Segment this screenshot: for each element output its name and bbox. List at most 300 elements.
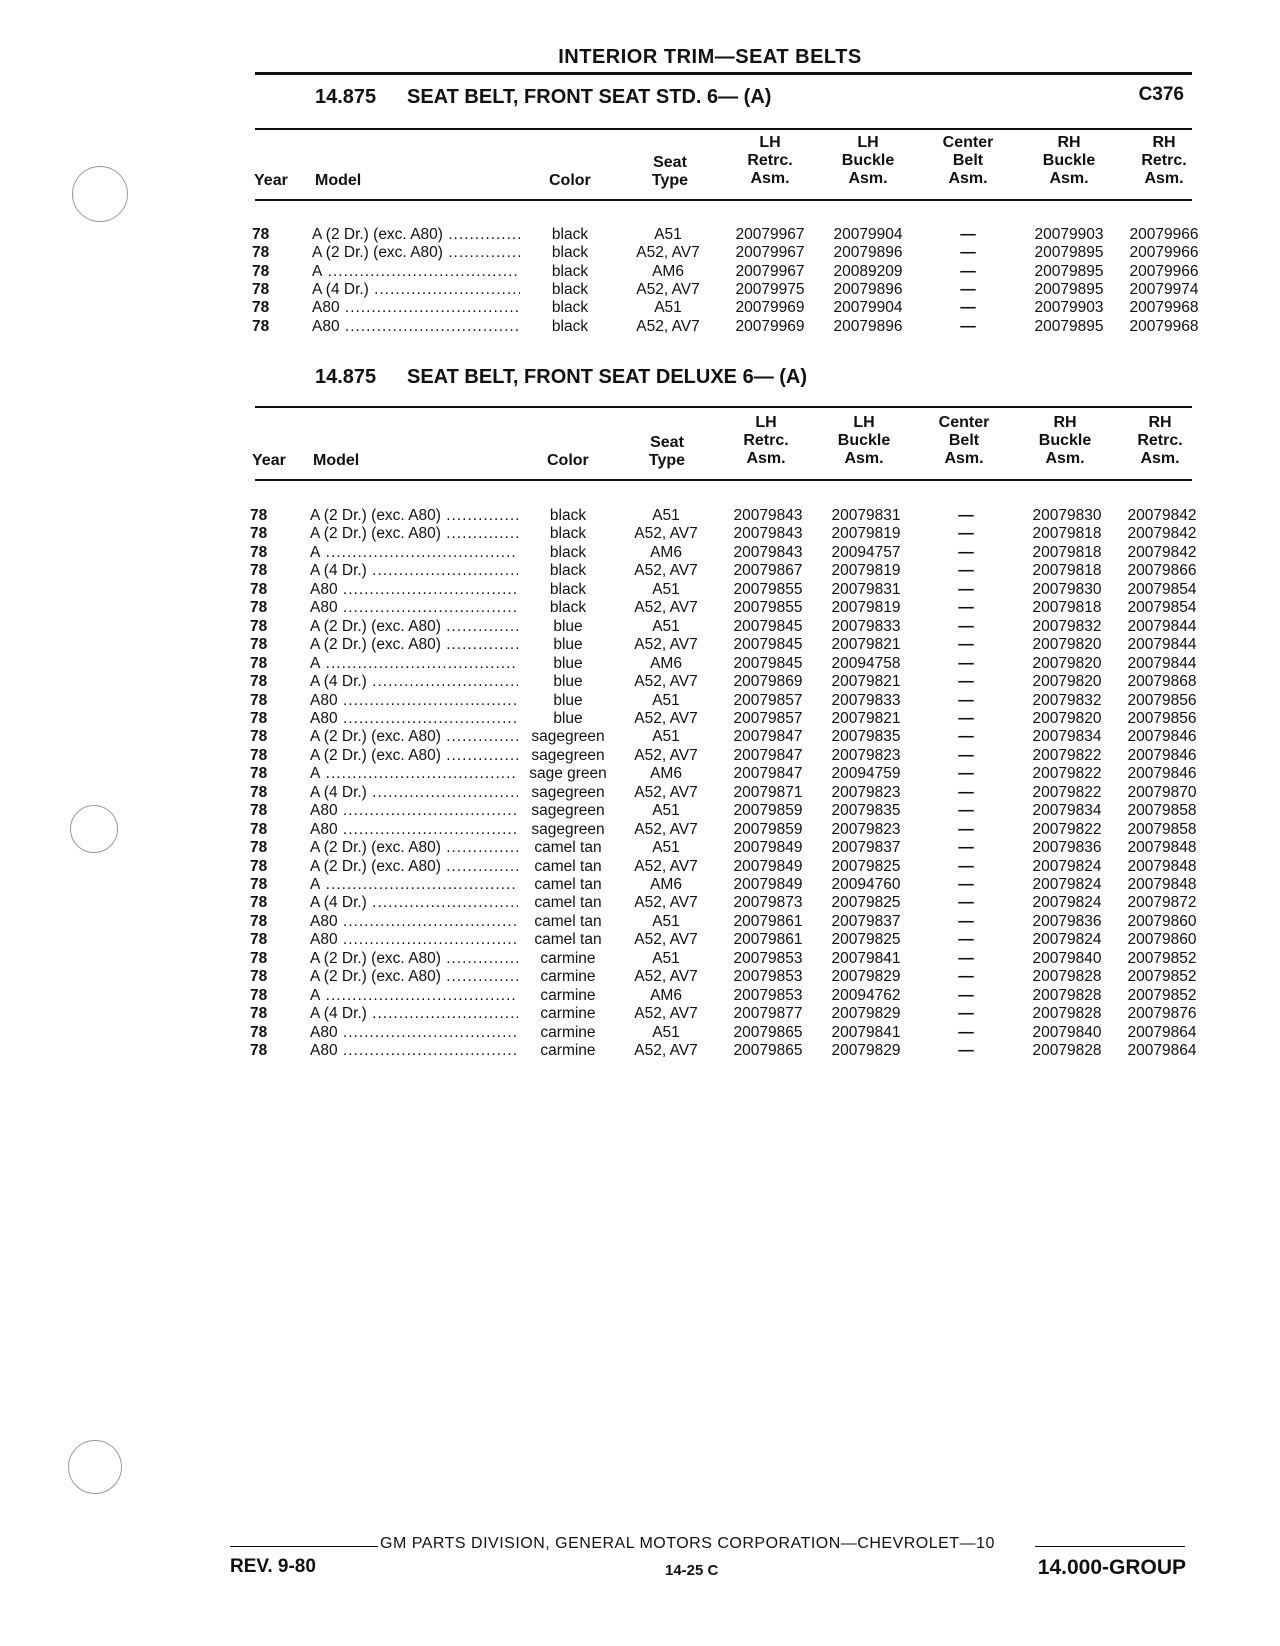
table-row bbox=[0, 894, 1278, 912]
row-color: camel tan bbox=[518, 931, 618, 949]
footer-rule-left bbox=[230, 1546, 378, 1547]
punch-hole-top bbox=[72, 166, 128, 222]
row-rh-retrc: 20079860 bbox=[1127, 931, 1197, 949]
row-model: A80 ..... bbox=[312, 299, 520, 317]
row-lh-buckle: 20094762 bbox=[831, 986, 901, 1004]
row-lh-buckle: 20079821 bbox=[831, 673, 901, 691]
row-lh-buckle: 20079904 bbox=[833, 226, 903, 243]
row-lh-retrc: 20079873 bbox=[733, 894, 803, 912]
row-rh-retrc: 20079856 bbox=[1127, 691, 1197, 709]
header-year: Year bbox=[252, 452, 286, 469]
header-center-belt: Center Belt Asm. bbox=[942, 134, 994, 187]
row-seat-type: AM6 bbox=[650, 765, 682, 783]
row-center-belt: — bbox=[958, 543, 974, 561]
row-lh-buckle: 20079833 bbox=[831, 617, 901, 635]
row-rh-retrc: 20079860 bbox=[1127, 912, 1197, 930]
row-lh-buckle: 20079823 bbox=[831, 783, 901, 801]
row-lh-retrc: 20079843 bbox=[733, 525, 803, 543]
row-lh-retrc: 20079853 bbox=[733, 949, 803, 967]
table-row bbox=[0, 987, 1278, 1005]
row-center-belt: — bbox=[958, 783, 974, 801]
table-row bbox=[0, 876, 1278, 894]
row-color: camel tan bbox=[518, 858, 618, 876]
row-center-belt: — bbox=[958, 1005, 974, 1023]
row-rh-retrc: 20079844 bbox=[1127, 654, 1197, 672]
row-year: 78 bbox=[250, 968, 268, 986]
row-year: 78 bbox=[250, 617, 268, 635]
row-rh-buckle: 20079830 bbox=[1032, 580, 1102, 598]
row-center-belt: — bbox=[958, 857, 974, 875]
row-lh-buckle: 20094758 bbox=[831, 654, 901, 672]
row-rh-retrc: 20079842 bbox=[1127, 525, 1197, 543]
row-lh-retrc: 20079845 bbox=[733, 617, 803, 635]
row-rh-buckle: 20079824 bbox=[1032, 857, 1102, 875]
row-rh-buckle: 20079834 bbox=[1032, 728, 1102, 746]
row-model: A80 ..... bbox=[310, 1024, 518, 1042]
row-rh-buckle: 20079903 bbox=[1034, 226, 1104, 243]
row-lh-retrc: 20079847 bbox=[733, 765, 803, 783]
row-rh-retrc: 20079846 bbox=[1127, 746, 1197, 764]
row-year: 78 bbox=[250, 543, 268, 561]
row-year: 78 bbox=[252, 299, 270, 317]
row-center-belt: — bbox=[960, 280, 976, 298]
row-rh-buckle: 20079818 bbox=[1032, 562, 1102, 580]
row-lh-retrc: 20079853 bbox=[733, 968, 803, 986]
row-year: 78 bbox=[250, 507, 268, 524]
row-seat-type: A52, AV7 bbox=[634, 1042, 698, 1060]
row-year: 78 bbox=[252, 280, 270, 298]
row-rh-buckle: 20079828 bbox=[1032, 968, 1102, 986]
row-model: A80 ..... bbox=[310, 931, 518, 949]
table-row bbox=[0, 507, 1278, 525]
row-year: 78 bbox=[250, 673, 268, 691]
table-row bbox=[0, 1042, 1278, 1060]
row-rh-buckle: 20079828 bbox=[1032, 1005, 1102, 1023]
row-center-belt: — bbox=[958, 949, 974, 967]
row-center-belt: — bbox=[958, 968, 974, 986]
row-center-belt: — bbox=[958, 673, 974, 691]
table-row bbox=[0, 858, 1278, 876]
row-seat-type: A52, AV7 bbox=[634, 562, 698, 580]
row-lh-buckle: 20079837 bbox=[831, 839, 901, 857]
row-center-belt: — bbox=[960, 226, 976, 243]
row-seat-type: AM6 bbox=[650, 986, 682, 1004]
table-row bbox=[0, 821, 1278, 839]
row-seat-type: A51 bbox=[652, 1023, 680, 1041]
section-name: SEAT BELT, FRONT SEAT STD. 6— (A) bbox=[407, 86, 772, 108]
row-seat-type: A51 bbox=[654, 226, 682, 243]
header-top-rule bbox=[255, 406, 1192, 408]
row-rh-buckle: 20079895 bbox=[1034, 317, 1104, 335]
row-center-belt: — bbox=[958, 709, 974, 727]
table-row bbox=[0, 318, 1280, 336]
page-number: 14-25 C bbox=[665, 1562, 719, 1579]
row-color: blue bbox=[518, 692, 618, 710]
row-lh-buckle: 20079825 bbox=[831, 857, 901, 875]
row-lh-buckle: 20089209 bbox=[833, 262, 903, 280]
row-lh-buckle: 20079823 bbox=[831, 746, 901, 764]
table-row bbox=[0, 263, 1280, 281]
row-center-belt: — bbox=[958, 617, 974, 635]
row-color: carmine bbox=[518, 1005, 618, 1023]
row-center-belt: — bbox=[958, 599, 974, 617]
row-center-belt: — bbox=[958, 1042, 974, 1060]
row-year: 78 bbox=[252, 244, 270, 262]
row-rh-buckle: 20079822 bbox=[1032, 820, 1102, 838]
footer-publisher: GM PARTS DIVISION, GENERAL MOTORS CORPORATION—CHEVROLET—10 bbox=[380, 1535, 995, 1552]
row-lh-retrc: 20079861 bbox=[733, 912, 803, 930]
row-lh-retrc: 20079855 bbox=[733, 599, 803, 617]
row-model: A (4 Dr.) ..... bbox=[310, 1005, 518, 1023]
row-color: carmine bbox=[518, 950, 618, 968]
row-rh-retrc: 20079876 bbox=[1127, 1005, 1197, 1023]
row-lh-buckle: 20079833 bbox=[831, 691, 901, 709]
row-rh-retrc: 20079870 bbox=[1127, 783, 1197, 801]
table-row bbox=[0, 525, 1278, 543]
table-row bbox=[0, 913, 1278, 931]
row-color: sage green bbox=[518, 765, 618, 783]
row-rh-retrc: 20079968 bbox=[1129, 299, 1199, 317]
row-lh-buckle: 20079819 bbox=[831, 599, 901, 617]
row-lh-buckle: 20079904 bbox=[833, 299, 903, 317]
row-lh-buckle: 20094757 bbox=[831, 543, 901, 561]
row-model: A (2 Dr.) (exc. A80) ..... bbox=[310, 507, 518, 525]
row-rh-buckle: 20079822 bbox=[1032, 783, 1102, 801]
row-color: sagegreen bbox=[518, 747, 618, 765]
row-year: 78 bbox=[250, 949, 268, 967]
row-rh-retrc: 20079872 bbox=[1127, 894, 1197, 912]
row-lh-buckle: 20079829 bbox=[831, 1042, 901, 1060]
row-rh-buckle: 20079840 bbox=[1032, 949, 1102, 967]
row-lh-buckle: 20079896 bbox=[833, 280, 903, 298]
row-seat-type: A51 bbox=[652, 617, 680, 635]
section-name: SEAT BELT, FRONT SEAT DELUXE 6— (A) bbox=[407, 366, 808, 388]
row-year: 78 bbox=[250, 802, 268, 820]
header-center-belt: Center Belt Asm. bbox=[938, 414, 990, 467]
row-rh-retrc: 20079852 bbox=[1127, 968, 1197, 986]
table-row bbox=[0, 1005, 1278, 1023]
table-row bbox=[0, 710, 1278, 728]
row-color: camel tan bbox=[518, 913, 618, 931]
row-center-belt: — bbox=[958, 765, 974, 783]
row-lh-buckle: 20079896 bbox=[833, 317, 903, 335]
row-color: sagegreen bbox=[518, 821, 618, 839]
row-center-belt: — bbox=[958, 912, 974, 930]
row-rh-retrc: 20079842 bbox=[1127, 543, 1197, 561]
row-model: A80 ..... bbox=[310, 1042, 518, 1060]
row-color: blue bbox=[518, 655, 618, 673]
row-color: black bbox=[520, 226, 620, 244]
table-row bbox=[0, 244, 1280, 262]
row-model: A ..... bbox=[310, 876, 518, 894]
row-rh-buckle: 20079822 bbox=[1032, 746, 1102, 764]
row-seat-type: A52, AV7 bbox=[634, 857, 698, 875]
table-row bbox=[0, 931, 1278, 949]
row-rh-buckle: 20079832 bbox=[1032, 617, 1102, 635]
row-model: A ..... bbox=[310, 544, 518, 562]
row-rh-retrc: 20079968 bbox=[1129, 317, 1199, 335]
row-rh-buckle: 20079820 bbox=[1032, 709, 1102, 727]
row-color: sagegreen bbox=[518, 728, 618, 746]
row-rh-retrc: 20079858 bbox=[1127, 802, 1197, 820]
row-center-belt: — bbox=[958, 746, 974, 764]
row-seat-type: AM6 bbox=[650, 876, 682, 893]
row-rh-buckle: 20079836 bbox=[1032, 839, 1102, 857]
group-label: 14.000-GROUP bbox=[1037, 1556, 1186, 1579]
row-rh-buckle: 20079903 bbox=[1034, 299, 1104, 317]
row-center-belt: — bbox=[958, 728, 974, 746]
row-rh-retrc: 20079848 bbox=[1127, 876, 1197, 893]
row-lh-retrc: 20079849 bbox=[733, 857, 803, 875]
row-lh-retrc: 20079855 bbox=[733, 580, 803, 598]
row-center-belt: — bbox=[958, 820, 974, 838]
row-center-belt: — bbox=[958, 1023, 974, 1041]
row-color: camel tan bbox=[518, 876, 618, 894]
row-rh-retrc: 20079844 bbox=[1127, 636, 1197, 654]
row-center-belt: — bbox=[958, 802, 974, 820]
row-center-belt: — bbox=[960, 244, 976, 262]
row-lh-retrc: 20079845 bbox=[733, 654, 803, 672]
table-row bbox=[0, 839, 1278, 857]
row-seat-type: A52, AV7 bbox=[634, 1005, 698, 1023]
row-lh-retrc: 20079849 bbox=[733, 839, 803, 857]
row-model: A ..... bbox=[310, 655, 518, 673]
row-center-belt: — bbox=[960, 299, 976, 317]
row-lh-retrc: 20079859 bbox=[733, 802, 803, 820]
row-seat-type: A51 bbox=[652, 802, 680, 820]
row-year: 78 bbox=[250, 728, 268, 746]
row-lh-retrc: 20079849 bbox=[733, 876, 803, 893]
row-lh-buckle: 20079821 bbox=[831, 709, 901, 727]
row-rh-retrc: 20079966 bbox=[1129, 226, 1199, 243]
row-rh-buckle: 20079820 bbox=[1032, 636, 1102, 654]
row-model: A (4 Dr.) ..... bbox=[310, 562, 518, 580]
row-seat-type: A51 bbox=[652, 839, 680, 857]
row-seat-type: A51 bbox=[652, 507, 680, 524]
row-rh-buckle: 20079895 bbox=[1034, 244, 1104, 262]
row-center-belt: — bbox=[958, 894, 974, 912]
table-row bbox=[0, 655, 1278, 673]
row-color: carmine bbox=[518, 987, 618, 1005]
row-model: A ..... bbox=[310, 765, 518, 783]
header-lh-retrc: LH Retrc. Asm. bbox=[743, 414, 789, 467]
row-lh-retrc: 20079867 bbox=[733, 562, 803, 580]
row-lh-retrc: 20079967 bbox=[735, 244, 805, 262]
row-rh-retrc: 20079846 bbox=[1127, 765, 1197, 783]
row-color: black bbox=[518, 507, 618, 525]
row-center-belt: — bbox=[958, 876, 974, 893]
row-rh-retrc: 20079846 bbox=[1127, 728, 1197, 746]
row-seat-type: A52, AV7 bbox=[634, 968, 698, 986]
row-model: A ..... bbox=[312, 263, 520, 281]
row-color: black bbox=[518, 544, 618, 562]
row-center-belt: — bbox=[958, 562, 974, 580]
table-row bbox=[0, 281, 1280, 299]
header-lh-buckle: LH Buckle Asm. bbox=[837, 414, 891, 467]
row-model: A (2 Dr.) (exc. A80) ..... bbox=[312, 244, 520, 262]
row-lh-retrc: 20079857 bbox=[733, 709, 803, 727]
row-color: carmine bbox=[518, 1042, 618, 1060]
row-rh-retrc: 20079966 bbox=[1129, 244, 1199, 262]
row-rh-buckle: 20079818 bbox=[1032, 543, 1102, 561]
row-center-belt: — bbox=[958, 636, 974, 654]
row-lh-retrc: 20079853 bbox=[733, 986, 803, 1004]
revision-label: REV. 9-80 bbox=[230, 1556, 316, 1577]
row-rh-buckle: 20079830 bbox=[1032, 507, 1102, 524]
row-seat-type: A52, AV7 bbox=[636, 244, 700, 262]
row-center-belt: — bbox=[958, 507, 974, 524]
row-lh-buckle: 20079829 bbox=[831, 1005, 901, 1023]
row-seat-type: A51 bbox=[652, 949, 680, 967]
row-seat-type: A52, AV7 bbox=[634, 931, 698, 949]
row-lh-retrc: 20079865 bbox=[733, 1042, 803, 1060]
row-rh-retrc: 20079854 bbox=[1127, 599, 1197, 617]
row-rh-retrc: 20079848 bbox=[1127, 857, 1197, 875]
table-row bbox=[0, 802, 1278, 820]
row-color: sagegreen bbox=[518, 784, 618, 802]
table-row bbox=[0, 562, 1278, 580]
row-seat-type: AM6 bbox=[650, 543, 682, 561]
row-model: A (4 Dr.) ..... bbox=[310, 673, 518, 691]
row-seat-type: A52, AV7 bbox=[636, 280, 700, 298]
row-seat-type: A52, AV7 bbox=[634, 894, 698, 912]
row-model: A80 ..... bbox=[310, 710, 518, 728]
row-color: black bbox=[520, 299, 620, 317]
row-rh-retrc: 20079866 bbox=[1127, 562, 1197, 580]
row-rh-buckle: 20079820 bbox=[1032, 654, 1102, 672]
table-row bbox=[0, 673, 1278, 691]
row-model: A80 ..... bbox=[310, 581, 518, 599]
row-lh-buckle: 20079821 bbox=[831, 636, 901, 654]
row-lh-buckle: 20079835 bbox=[831, 802, 901, 820]
row-year: 78 bbox=[250, 912, 268, 930]
row-color: black bbox=[520, 281, 620, 299]
row-center-belt: — bbox=[960, 262, 976, 280]
row-rh-buckle: 20079895 bbox=[1034, 262, 1104, 280]
header-lh-retrc: LH Retrc. Asm. bbox=[747, 134, 793, 187]
table-row bbox=[0, 544, 1278, 562]
row-seat-type: AM6 bbox=[652, 262, 684, 280]
row-model: A (2 Dr.) (exc. A80) ..... bbox=[310, 525, 518, 543]
row-year: 78 bbox=[250, 1042, 268, 1060]
row-model: A80 ..... bbox=[310, 802, 518, 820]
row-center-belt: — bbox=[958, 525, 974, 543]
table-row bbox=[0, 581, 1278, 599]
row-rh-retrc: 20079864 bbox=[1127, 1042, 1197, 1060]
row-model: A (4 Dr.) ..... bbox=[312, 281, 520, 299]
row-rh-retrc: 20079852 bbox=[1127, 949, 1197, 967]
row-lh-retrc: 20079869 bbox=[733, 673, 803, 691]
row-year: 78 bbox=[250, 636, 268, 654]
page-title: INTERIOR TRIM—SEAT BELTS bbox=[558, 46, 862, 68]
row-lh-retrc: 20079843 bbox=[733, 507, 803, 524]
row-year: 78 bbox=[250, 1023, 268, 1041]
row-model: A80 ..... bbox=[310, 599, 518, 617]
row-rh-buckle: 20079818 bbox=[1032, 525, 1102, 543]
row-year: 78 bbox=[250, 746, 268, 764]
punch-hole-bottom bbox=[68, 1440, 122, 1494]
row-rh-retrc: 20079852 bbox=[1127, 986, 1197, 1004]
row-lh-buckle: 20079819 bbox=[831, 525, 901, 543]
row-seat-type: A51 bbox=[652, 728, 680, 746]
row-lh-buckle: 20079825 bbox=[831, 931, 901, 949]
table-row bbox=[0, 599, 1278, 617]
row-seat-type: A51 bbox=[652, 580, 680, 598]
row-rh-retrc: 20079868 bbox=[1127, 673, 1197, 691]
header-seat-type: Seat Type bbox=[651, 154, 689, 189]
row-model: A80 ..... bbox=[310, 913, 518, 931]
row-lh-buckle: 20079819 bbox=[831, 562, 901, 580]
row-seat-type: A51 bbox=[652, 691, 680, 709]
row-year: 78 bbox=[250, 1005, 268, 1023]
row-color: black bbox=[518, 562, 618, 580]
row-seat-type: A52, AV7 bbox=[634, 673, 698, 691]
row-center-belt: — bbox=[958, 691, 974, 709]
row-lh-buckle: 20079837 bbox=[831, 912, 901, 930]
row-year: 78 bbox=[250, 525, 268, 543]
row-year: 78 bbox=[250, 876, 268, 893]
row-lh-buckle: 20094760 bbox=[831, 876, 901, 893]
row-color: blue bbox=[518, 710, 618, 728]
row-model: A (2 Dr.) (exc. A80) ..... bbox=[310, 728, 518, 746]
header-bottom-rule bbox=[255, 479, 1192, 481]
table-row bbox=[0, 636, 1278, 654]
row-year: 78 bbox=[250, 562, 268, 580]
row-lh-retrc: 20079865 bbox=[733, 1023, 803, 1041]
header-year: Year bbox=[254, 172, 288, 189]
row-model: A ..... bbox=[310, 987, 518, 1005]
row-model: A (2 Dr.) (exc. A80) ..... bbox=[310, 747, 518, 765]
section-number: 14.875 bbox=[315, 366, 377, 388]
table-row bbox=[0, 747, 1278, 765]
row-lh-buckle: 20079823 bbox=[831, 820, 901, 838]
row-model: A80 ..... bbox=[310, 692, 518, 710]
table-row bbox=[0, 968, 1278, 986]
row-lh-retrc: 20079857 bbox=[733, 691, 803, 709]
row-rh-retrc: 20079844 bbox=[1127, 617, 1197, 635]
row-lh-retrc: 20079861 bbox=[733, 931, 803, 949]
row-color: blue bbox=[518, 618, 618, 636]
header-top-rule bbox=[255, 128, 1192, 130]
row-year: 78 bbox=[250, 857, 268, 875]
row-model: A (2 Dr.) (exc. A80) ..... bbox=[310, 636, 518, 654]
table-row bbox=[0, 618, 1278, 636]
header-color: Color bbox=[547, 452, 589, 469]
row-rh-buckle: 20079828 bbox=[1032, 1042, 1102, 1060]
row-color: black bbox=[518, 599, 618, 617]
row-lh-buckle: 20079831 bbox=[831, 580, 901, 598]
catalog-code: C376 bbox=[1138, 84, 1184, 105]
row-year: 78 bbox=[250, 894, 268, 912]
row-rh-buckle: 20079832 bbox=[1032, 691, 1102, 709]
row-color: black bbox=[518, 525, 618, 543]
row-year: 78 bbox=[250, 599, 268, 617]
row-color: sagegreen bbox=[518, 802, 618, 820]
header-bottom-rule bbox=[255, 199, 1192, 201]
header-rh-retrc: RH Retrc. Asm. bbox=[1141, 134, 1187, 187]
row-lh-retrc: 20079967 bbox=[735, 226, 805, 243]
row-seat-type: A52, AV7 bbox=[634, 746, 698, 764]
row-lh-buckle: 20094759 bbox=[831, 765, 901, 783]
row-year: 78 bbox=[250, 783, 268, 801]
row-lh-retrc: 20079843 bbox=[733, 543, 803, 561]
row-rh-buckle: 20079824 bbox=[1032, 931, 1102, 949]
section-title-std bbox=[315, 86, 771, 109]
header-lh-buckle: LH Buckle Asm. bbox=[841, 134, 895, 187]
row-lh-buckle: 20079825 bbox=[831, 894, 901, 912]
row-lh-retrc: 20079847 bbox=[733, 746, 803, 764]
row-rh-retrc: 20079848 bbox=[1127, 839, 1197, 857]
